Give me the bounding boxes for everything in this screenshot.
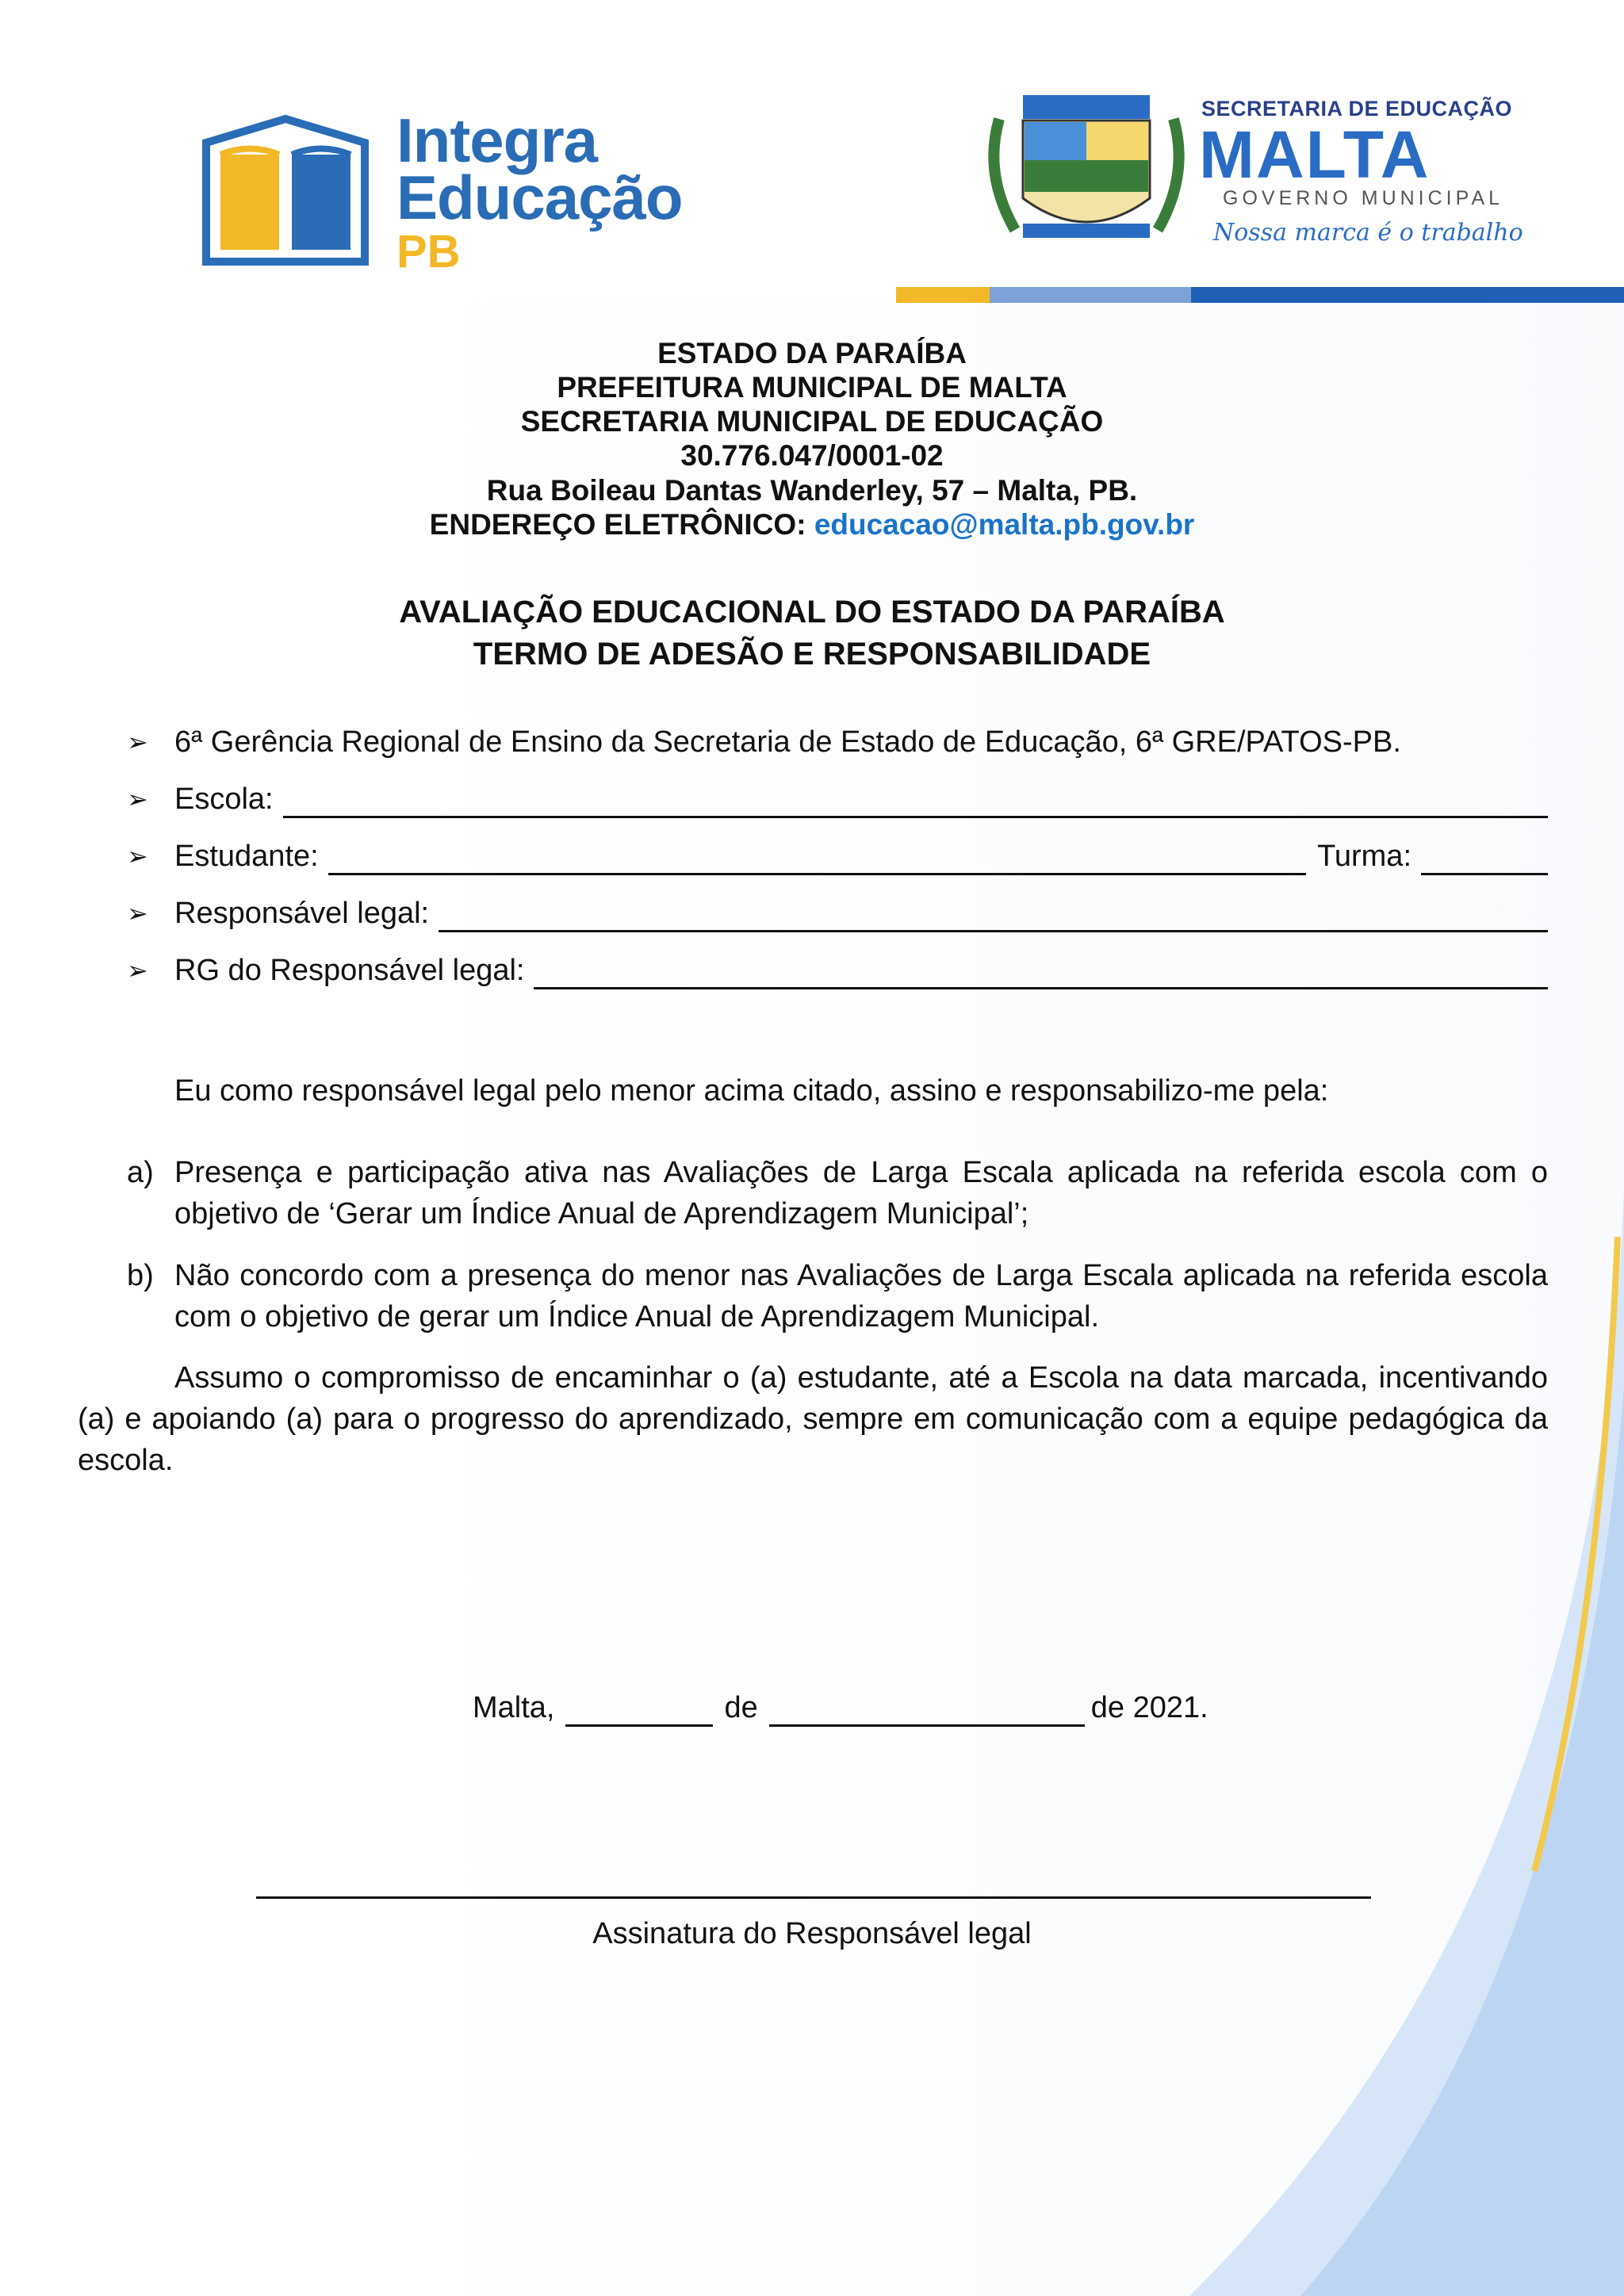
estudante-input-line[interactable] — [328, 843, 1306, 875]
turma-input-line[interactable] — [1421, 843, 1548, 875]
option-b-text: Não concordo com a presença do menor nas Avaliações de Larga Escala aplicada na referida escola com o objetivo de gerar um Índice Anual de Aprendizagem Municipal. — [174, 1259, 1548, 1334]
header-cnpj: 30.776.047/0001-02 — [680, 439, 944, 472]
commitment-paragraph: Assumo o compromisso de encaminhar o (a) estudante, até a Escola na data marcada, incentivando (a) e apoiando (a) para o progresso do aprendizado, sempre em comunicação com a equipe pedagógica da escola. — [78, 1361, 1548, 1477]
option-b — [127, 1255, 1548, 1342]
intro-paragraph: Eu como responsável legal pelo menor acima citado, assino e responsabilizo-me pela: — [174, 1074, 1329, 1108]
date-de: de — [724, 1691, 758, 1724]
educacao-word: Educação — [396, 163, 683, 232]
crest-icon — [975, 87, 1197, 254]
rg-input-line[interactable] — [534, 957, 1548, 989]
book-icon — [198, 111, 373, 270]
arrow-bullet-icon: ➢ — [127, 842, 148, 871]
responsavel-label: Responsável legal: — [174, 897, 430, 930]
email-label: ENDEREÇO ELETRÔNICO: — [429, 508, 806, 541]
malta-logo — [975, 87, 1523, 254]
rg-label: RG do Responsável legal: — [174, 954, 525, 987]
field-escola — [127, 780, 1548, 818]
escola-label: Escola: — [174, 783, 274, 816]
gre-text: 6ª Gerência Regional de Ensino da Secretaria de Estado de Educação, 6ª GRE/PATOS-PB. — [174, 725, 1401, 759]
header-address: Rua Boileau Dantas Wanderley, 57 – Malta, PB. — [486, 474, 1138, 507]
date-month-blank[interactable] — [769, 1694, 1085, 1727]
date-city: Malta, — [473, 1691, 555, 1724]
signature-line[interactable] — [256, 1896, 1371, 1899]
estudante-label: Estudante: — [174, 840, 319, 873]
option-a-mark: a) — [127, 1156, 154, 1189]
pb-word: PB — [396, 226, 461, 277]
malta-secretaria: SECRETARIA DE EDUCAÇÃO — [1201, 97, 1513, 121]
header-email-line — [0, 507, 1624, 542]
escola-input-line[interactable] — [283, 786, 1548, 818]
field-responsavel — [127, 894, 1548, 932]
signature-label: Assinatura do Responsável legal — [592, 1917, 1032, 1950]
option-a — [127, 1152, 1548, 1239]
date-line — [473, 1689, 1208, 1727]
responsavel-input-line[interactable] — [439, 900, 1548, 932]
field-gre — [127, 723, 1548, 761]
field-estudante — [127, 837, 1548, 875]
option-a-text: Presença e participação ativa nas Avaliações de Larga Escala aplicada na referida escola com o objetivo de ‘Gerar um Índice Anual de Aprendizagem Municipal’; — [174, 1156, 1548, 1230]
malta-name: MALTA — [1199, 117, 1431, 192]
header-prefeitura: PREFEITURA MUNICIPAL DE MALTA — [557, 371, 1067, 404]
integra-educacao-logo — [198, 105, 769, 277]
header-secretaria: SECRETARIA MUNICIPAL DE EDUCAÇÃO — [520, 405, 1104, 438]
option-b-mark: b) — [127, 1259, 154, 1292]
document-subtitle: TERMO DE ADESÃO E RESPONSABILIDADE — [473, 637, 1151, 672]
arrow-bullet-icon: ➢ — [127, 956, 148, 985]
arrow-bullet-icon: ➢ — [127, 728, 148, 756]
malta-governo: GOVERNO MUNICIPAL — [1223, 187, 1504, 209]
turma-label: Turma: — [1317, 840, 1411, 873]
integra-word: Integra — [396, 105, 598, 175]
email-link[interactable]: educacao@malta.pb.gov.br — [814, 508, 1195, 541]
arrow-bullet-icon: ➢ — [127, 785, 148, 813]
date-day-blank[interactable] — [565, 1694, 713, 1727]
header-state: ESTADO DA PARAÍBA — [657, 337, 967, 369]
arrow-bullet-icon: ➢ — [127, 899, 148, 928]
date-year: de 2021. — [1090, 1691, 1208, 1724]
malta-motto: Nossa marca é o trabalho — [1213, 219, 1523, 247]
field-rg — [127, 951, 1548, 989]
document-title: AVALIAÇÃO EDUCACIONAL DO ESTADO DA PARAÍBA — [399, 595, 1225, 629]
